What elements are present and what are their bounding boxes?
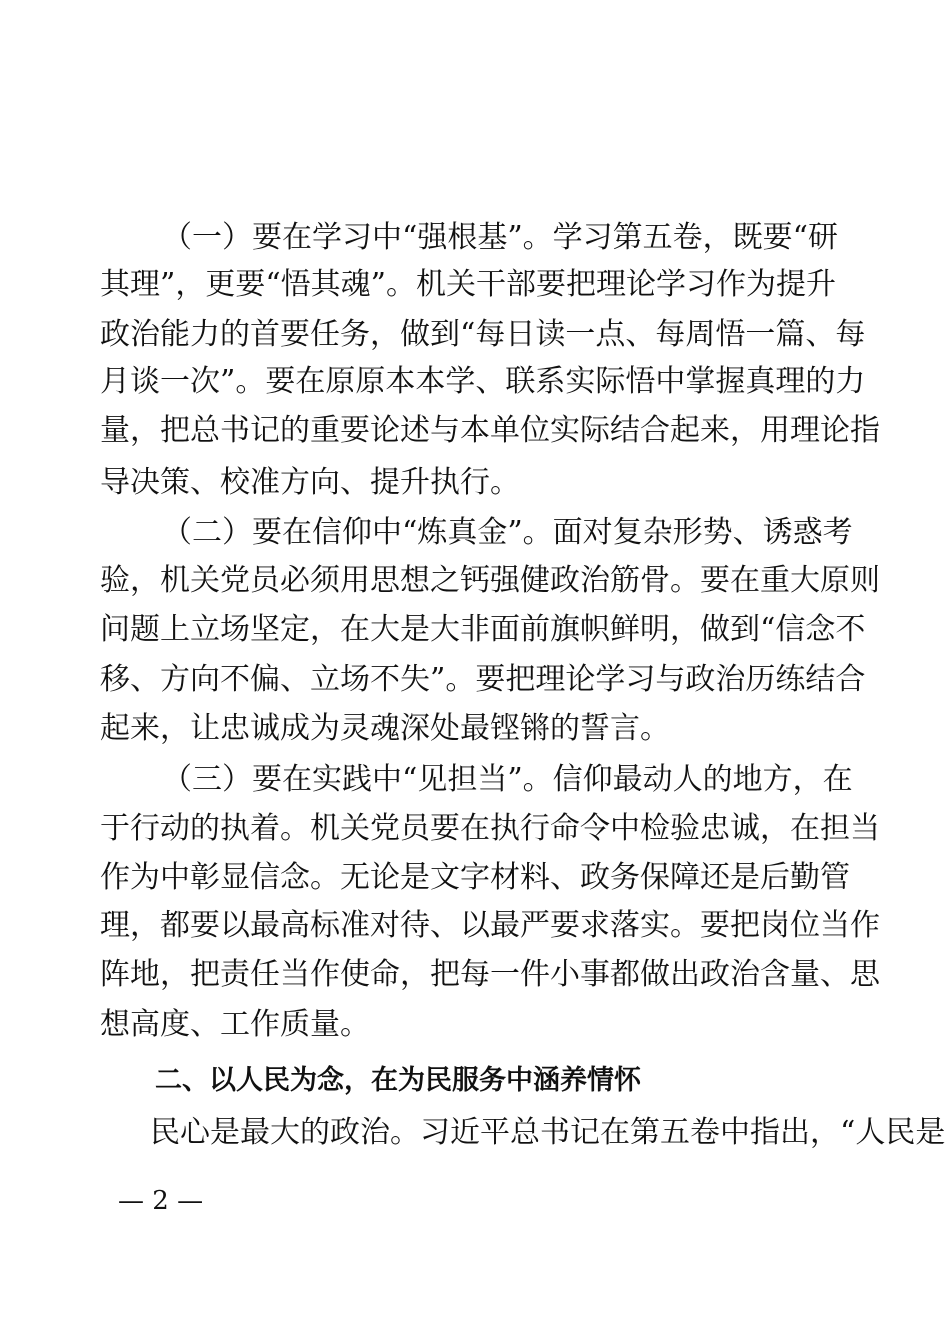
section-heading: 二、以人民为念，在为民服务中涵养情怀 [155,1065,641,1096]
paragraph-line: 政治能力的首要任务，做到“每日读一点、每周悟一篇、每 [100,317,866,352]
paragraph-line: （二）要在信仰中“炼真金”。面对复杂形势、诱惑考 [162,515,853,550]
paragraph-line: （三）要在实践中“见担当”。信仰最动人的地方，在 [162,762,853,797]
paragraph-line: 月谈一次”。要在原原本本学、联系实际悟中掌握真理的力 [100,364,866,399]
paragraph-line: 验，机关党员必须用思想之钙强健政治筋骨。要在重大原则 [100,563,880,598]
paragraph-line: 想高度、工作质量。 [100,1007,370,1042]
paragraph-line: 民心是最大的政治。习近平总书记在第五卷中指出，“人民是 [150,1115,946,1150]
paragraph-line: 问题上立场坚定，在大是大非面前旗帜鲜明，做到“信念不 [100,612,866,647]
paragraph-line: 起来，让忠诚成为灵魂深处最铿锵的誓言。 [100,711,670,746]
paragraph-line: 导决策、校准方向、提升执行。 [100,465,520,500]
paragraph-line: 量，把总书记的重要论述与本单位实际结合起来，用理论指 [100,413,880,448]
paragraph-line: 阵地，把责任当作使命，把每一件小事都做出政治含量、思 [100,957,880,992]
paragraph-line: 移、方向不偏、立场不失”。要把理论学习与政治历练结合 [100,662,866,697]
paragraph-line: 于行动的执着。机关党员要在执行命令中检验忠诚，在担当 [100,811,880,846]
paragraph-line: 其理”，更要“悟其魂”。机关干部要把理论学习作为提升 [100,267,837,302]
paragraph-line: 作为中彰显信念。无论是文字材料、政务保障还是后勤管 [100,860,850,895]
page-number: — 2 — [118,1186,204,1216]
paragraph-line: （一）要在学习中“强根基”。学习第五卷，既要“研 [162,220,839,255]
paragraph-line: 理，都要以最高标准对待、以最严要求落实。要把岗位当作 [100,908,880,943]
